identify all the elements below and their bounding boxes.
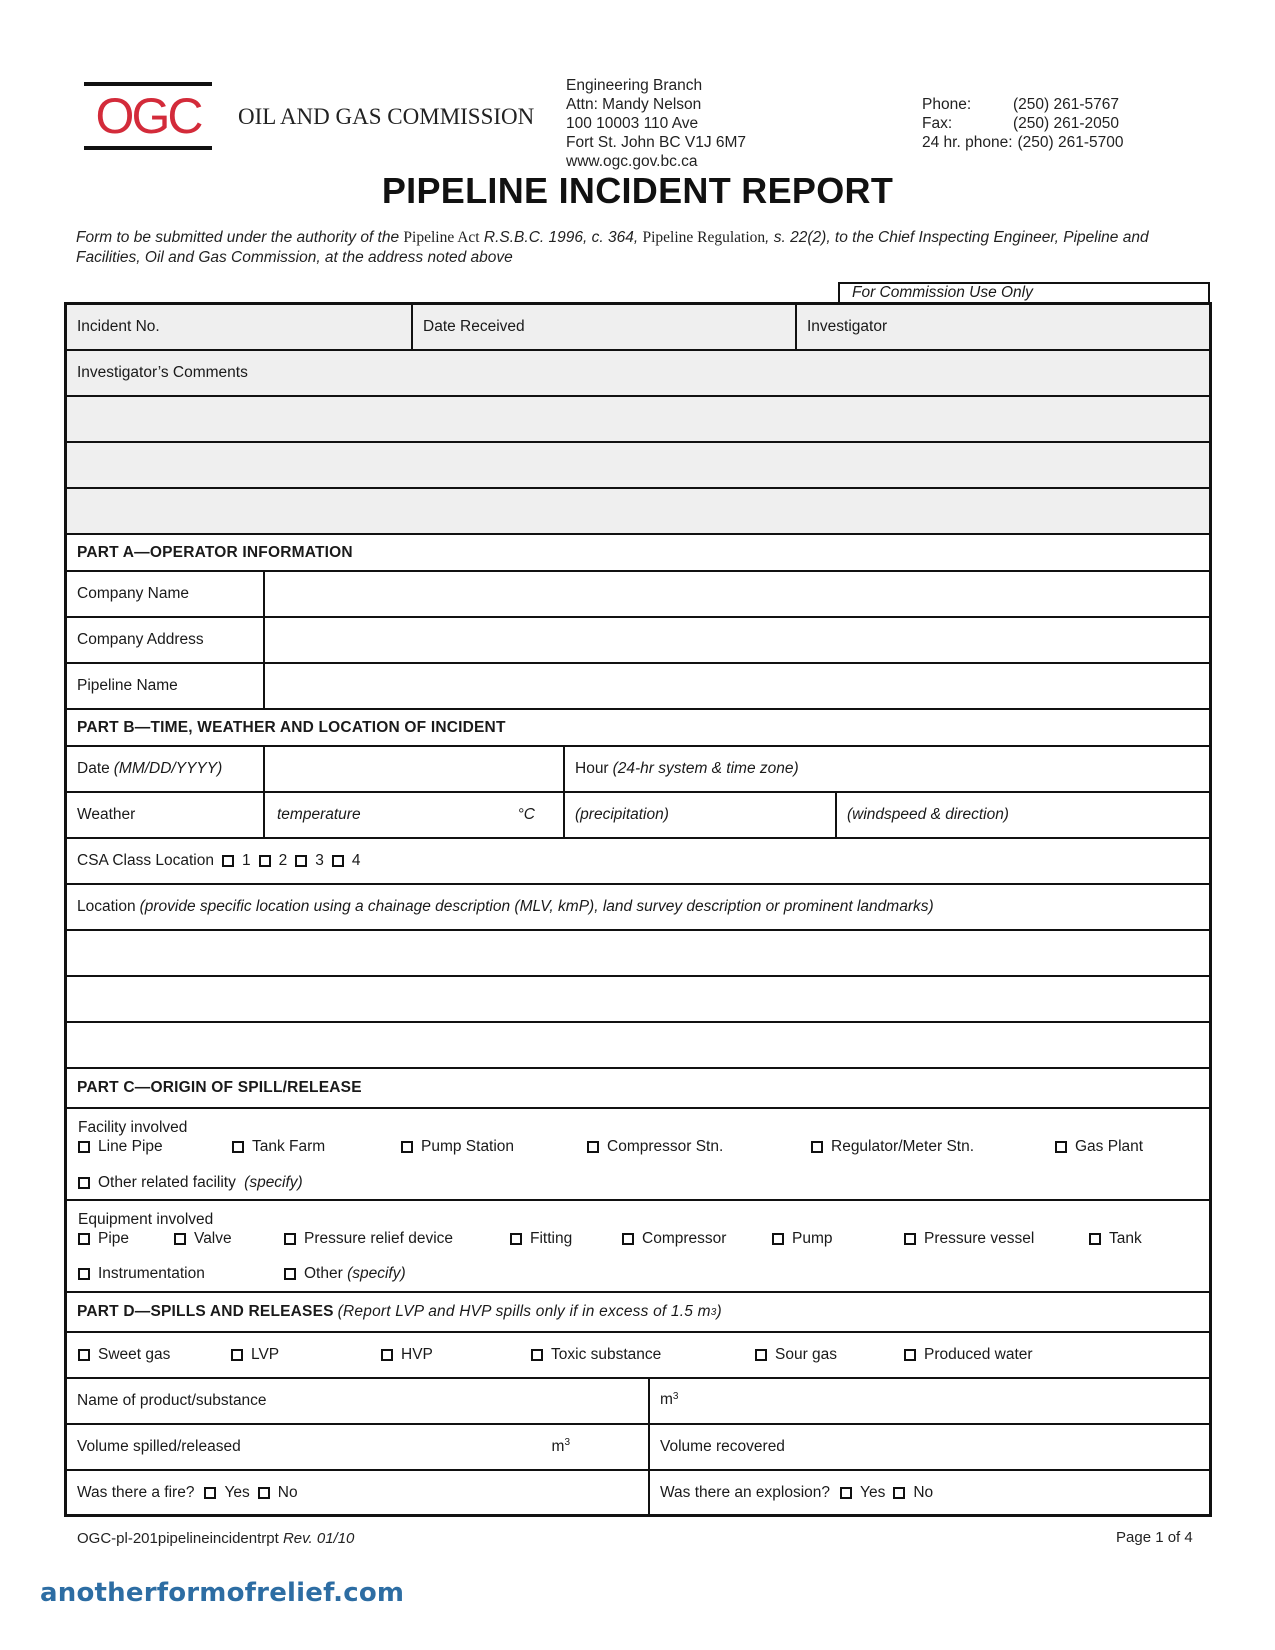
unit <box>552 1437 570 1456</box>
page-number: Page 1 of 4 <box>1116 1529 1193 1546</box>
field-label: Was there an explosion? <box>660 1483 831 1501</box>
facility-option[interactable] <box>232 1138 325 1156</box>
substance-option[interactable] <box>381 1346 433 1364</box>
location-line[interactable] <box>67 977 1209 1023</box>
explosion-cell <box>648 1471 1209 1514</box>
comments-line[interactable] <box>67 397 1209 443</box>
form-rev: Rev. 01/10 <box>282 1530 355 1547</box>
gas-plant-checkbox[interactable] <box>1055 1141 1067 1153</box>
equipment-option[interactable] <box>78 1230 129 1248</box>
field-label: Volume spilled/released <box>77 1438 241 1455</box>
intro-text <box>76 228 1216 268</box>
pressure-vessel-checkbox[interactable] <box>904 1233 916 1245</box>
location-label-row <box>67 885 1209 931</box>
equipment-option[interactable] <box>772 1230 833 1248</box>
facility-option[interactable] <box>1055 1138 1143 1156</box>
field-label: Was there a fire? <box>77 1483 195 1501</box>
pump-station-checkbox[interactable] <box>401 1141 413 1153</box>
temperature-hint: temperature <box>277 806 361 823</box>
address-line: 100 10003 110 Ave <box>566 115 699 132</box>
product-name-input[interactable] <box>67 1379 648 1423</box>
contact-row <box>922 114 1124 133</box>
toxic-substance-checkbox[interactable] <box>531 1349 543 1361</box>
field-label: Company Name <box>77 585 189 602</box>
intro-part: , s. 22(2), to the Chief Inspecting Engineer, Pipeline and Facilities, Oil and Gas Commission, at the address noted above <box>76 229 1149 266</box>
wind-input[interactable] <box>835 793 1209 837</box>
celsius-unit: °C <box>517 806 535 823</box>
location-label-cell <box>67 885 1209 929</box>
field-label: CSA Class Location <box>77 852 214 869</box>
explosion-no-checkbox[interactable] <box>893 1487 905 1499</box>
company-address-input[interactable] <box>263 618 1209 662</box>
incident-form <box>64 302 1212 1517</box>
option-label: LVP <box>251 1346 280 1363</box>
date-format: (MM/DD/YYYY) <box>113 760 223 777</box>
pipeline-name-row <box>67 664 1209 710</box>
lvp-checkbox[interactable] <box>231 1349 243 1361</box>
ogc-logo <box>84 82 212 150</box>
watermark: anotherformofrelief.com <box>40 1578 405 1608</box>
specify-hint: (specify) <box>244 1174 303 1191</box>
field-label: Volume recovered <box>660 1438 785 1455</box>
equipment-option[interactable] <box>174 1230 232 1248</box>
company-name-input[interactable] <box>263 572 1209 616</box>
option-label: Pump Station <box>421 1138 515 1155</box>
equipment-option[interactable] <box>1089 1230 1142 1248</box>
comments-label-row <box>67 351 1209 397</box>
fire-yes-checkbox[interactable] <box>204 1487 216 1499</box>
option-label: No <box>277 1483 298 1501</box>
pipe-checkbox[interactable] <box>78 1233 90 1245</box>
compressor-stn-checkbox[interactable] <box>587 1141 599 1153</box>
intro-regulation: Pipeline Regulation <box>642 229 766 246</box>
substance-options <box>67 1333 1209 1377</box>
option-label: Compressor <box>642 1230 727 1247</box>
contact-label: Fax: <box>922 115 953 132</box>
option-label: HVP <box>401 1346 433 1363</box>
option-label: Compressor Stn. <box>607 1138 724 1155</box>
option-label: Sweet gas <box>98 1346 171 1363</box>
section-title-text: PART D—SPILLS AND RELEASES <box>77 1303 334 1320</box>
part-b-header <box>67 710 1209 747</box>
field-label: Location <box>77 898 136 915</box>
tank-farm-checkbox[interactable] <box>232 1141 244 1153</box>
pressure-relief-checkbox[interactable] <box>284 1233 296 1245</box>
fire-no-checkbox[interactable] <box>258 1487 270 1499</box>
date-label <box>67 747 263 791</box>
incident-no-field[interactable] <box>67 305 411 349</box>
option-label: Line Pipe <box>98 1138 163 1155</box>
facility-option[interactable] <box>811 1138 974 1156</box>
company-address-row <box>67 618 1209 664</box>
field-label: Hour <box>575 760 609 777</box>
option-label: Sour gas <box>775 1346 838 1363</box>
section-title: PART B—TIME, WEATHER AND LOCATION OF INCIDENT <box>77 718 506 736</box>
sweet-gas-checkbox[interactable] <box>78 1349 90 1361</box>
unit-sup: 3 <box>564 1437 570 1449</box>
option-label: Pump <box>792 1230 833 1247</box>
section-title: PART A—OPERATOR INFORMATION <box>77 543 353 561</box>
valve-checkbox[interactable] <box>174 1233 186 1245</box>
sour-gas-checkbox[interactable] <box>755 1349 767 1361</box>
product-volume-input[interactable] <box>648 1379 1209 1423</box>
date-hour-row <box>67 747 1209 793</box>
equipment-options <box>67 1201 1209 1291</box>
facility-option[interactable] <box>587 1138 723 1156</box>
volume-spilled-input[interactable] <box>67 1425 648 1469</box>
csa-class-1-checkbox[interactable] <box>222 855 234 867</box>
section-note-sup: 3 <box>710 1306 717 1318</box>
field-label: Date <box>77 760 110 777</box>
option-label: No <box>913 1483 934 1501</box>
explosion-yes-checkbox[interactable] <box>840 1487 852 1499</box>
logo-top-bar <box>84 82 212 86</box>
contact-value: (250) 261-2050 <box>1013 115 1119 132</box>
company-name-row <box>67 572 1209 618</box>
hour-format: (24-hr system & time zone) <box>612 760 799 777</box>
location-line[interactable] <box>67 1023 1209 1069</box>
equipment-option[interactable] <box>284 1265 406 1283</box>
contact-row <box>922 133 1124 152</box>
form-id-text: OGC-pl-201pipelineincidentrpt <box>77 1530 283 1547</box>
field-label: Pipeline Name <box>77 677 178 694</box>
line-pipe-checkbox[interactable] <box>78 1141 90 1153</box>
option-label: Regulator/Meter Stn. <box>831 1138 975 1155</box>
address-line: Engineering Branch <box>566 77 703 94</box>
equipment-option[interactable] <box>904 1230 1034 1248</box>
equipment-label: Equipment involved <box>78 1211 214 1228</box>
facility-label: Facility involved <box>78 1119 188 1136</box>
option-label: Other related facility <box>98 1174 241 1191</box>
address-line: Attn: Mandy Nelson <box>566 96 702 113</box>
option-label: Yes <box>224 1483 250 1501</box>
equipment-option[interactable] <box>284 1230 453 1248</box>
option-label: Gas Plant <box>1075 1138 1144 1155</box>
contact-value: (250) 261-5700 <box>1017 134 1124 151</box>
substance-option[interactable] <box>78 1346 170 1364</box>
section-note-end: ) <box>716 1303 722 1320</box>
option-label: Toxic substance <box>551 1346 662 1363</box>
fire-cell <box>67 1471 648 1514</box>
csa-option: 2 <box>278 852 288 869</box>
unit-m: m <box>551 1438 565 1456</box>
part-a-header <box>67 535 1209 572</box>
csa-class-cell <box>67 839 1209 883</box>
equipment-option[interactable] <box>510 1230 572 1248</box>
instrumentation-checkbox[interactable] <box>78 1268 90 1280</box>
org-name: OIL AND GAS COMMISSION <box>238 104 535 129</box>
website-link[interactable]: www.ogc.gov.bc.ca <box>566 153 698 170</box>
option-label: Tank <box>1109 1230 1142 1247</box>
option-label: Produced water <box>924 1346 1033 1363</box>
weather-row <box>67 793 1209 839</box>
address-line: Fort St. John BC V1J 6M7 <box>566 134 747 151</box>
specify-hint: (specify) <box>347 1265 406 1282</box>
intro-part: R.S.B.C. 1996, c. 364, <box>479 229 643 246</box>
csa-option: 3 <box>315 852 324 869</box>
option-label: Yes <box>860 1483 886 1501</box>
wind-hint: (windspeed & direction) <box>847 806 1009 823</box>
option-label: Instrumentation <box>98 1265 205 1282</box>
field-label: Weather <box>77 806 136 823</box>
volume-row <box>67 1425 1209 1471</box>
intro-act: Pipeline Act <box>403 229 480 246</box>
unit-m: m <box>660 1391 673 1408</box>
hour-input[interactable] <box>563 747 1209 791</box>
facility-option[interactable] <box>78 1174 303 1192</box>
substance-option[interactable] <box>755 1346 837 1364</box>
equipment-option[interactable] <box>622 1230 726 1248</box>
option-label: Pressure vessel <box>924 1230 1035 1247</box>
equipment-row <box>67 1201 1209 1293</box>
regulator-meter-stn-checkbox[interactable] <box>811 1141 823 1153</box>
produced-water-checkbox[interactable] <box>904 1349 916 1361</box>
logo-bottom-bar <box>84 146 212 150</box>
part-d-header <box>67 1293 1209 1333</box>
fitting-checkbox[interactable] <box>510 1233 522 1245</box>
address-block <box>566 76 746 171</box>
option-label: Tank Farm <box>252 1138 326 1155</box>
pump-checkbox[interactable] <box>772 1233 784 1245</box>
other-equipment-checkbox[interactable] <box>284 1268 296 1280</box>
tank-checkbox[interactable] <box>1089 1233 1101 1245</box>
csa-class-row <box>67 839 1209 885</box>
precipitation-input[interactable] <box>563 793 835 837</box>
contact-label: 24 hr. phone: <box>922 134 1013 151</box>
fire-explosion-row <box>67 1471 1209 1514</box>
contact-row <box>922 95 1124 114</box>
hvp-checkbox[interactable] <box>381 1349 393 1361</box>
substance-option[interactable] <box>904 1346 1033 1364</box>
logo-text: OGC <box>95 88 201 144</box>
option-label: Other <box>304 1265 348 1282</box>
option-label: Valve <box>194 1230 232 1247</box>
part-c-header <box>67 1069 1209 1109</box>
contact-label: Phone: <box>922 96 972 113</box>
temperature-input[interactable] <box>263 793 563 837</box>
field-label: Investigator <box>807 318 888 335</box>
intro-part: Form to be submitted under the authority of the <box>76 229 404 246</box>
section-title <box>67 1293 1209 1331</box>
section-title: PART C—ORIGIN OF SPILL/RELEASE <box>77 1079 362 1096</box>
option-label: Pressure relief device <box>304 1230 454 1247</box>
substance-row <box>67 1333 1209 1379</box>
product-row <box>67 1379 1209 1425</box>
equipment-option[interactable] <box>78 1265 205 1283</box>
facility-option[interactable] <box>78 1138 163 1156</box>
unit-sup: 3 <box>672 1391 679 1402</box>
field-label: Company Address <box>77 631 204 648</box>
location-line[interactable] <box>67 931 1209 977</box>
facility-option[interactable] <box>401 1138 514 1156</box>
csa-class-2-checkbox[interactable] <box>259 855 271 867</box>
option-label: Fitting <box>530 1230 573 1247</box>
volume-recovered-input[interactable] <box>648 1425 1209 1469</box>
field-label: Investigator’s Comments <box>77 364 248 381</box>
csa-option: 1 <box>242 852 251 869</box>
compressor-checkbox[interactable] <box>622 1233 634 1245</box>
section-note: (Report LVP and HVP spills only if in excess of 1.5 m <box>337 1303 711 1320</box>
field-label: Name of product/substance <box>77 1392 267 1409</box>
field-label: Incident No. <box>77 318 160 335</box>
form-id <box>77 1530 354 1547</box>
facility-options <box>67 1109 1209 1199</box>
contact-block <box>922 95 1124 152</box>
substance-option[interactable] <box>531 1346 661 1364</box>
page-title: PIPELINE INCIDENT REPORT <box>381 170 894 211</box>
location-hint: (provide specific location using a chainage description (MLV, kmP), land survey description or prominent landmarks) <box>139 898 934 915</box>
comments-line[interactable] <box>67 489 1209 535</box>
facility-row <box>67 1109 1209 1201</box>
comments-label-cell <box>67 351 1209 395</box>
commission-use-label: For Commission Use Only <box>838 282 1210 302</box>
csa-option: 4 <box>351 852 361 869</box>
investigator-field[interactable] <box>795 305 1209 349</box>
field-label: Date Received <box>423 318 525 335</box>
other-facility-checkbox[interactable] <box>78 1177 90 1189</box>
csa-class-3-checkbox[interactable] <box>295 855 307 867</box>
csa-class-4-checkbox[interactable] <box>332 855 344 867</box>
contact-value: (250) 261-5767 <box>1013 96 1119 113</box>
pipeline-name-input[interactable] <box>263 664 1209 708</box>
precipitation-hint: (precipitation) <box>575 806 669 823</box>
commission-row <box>67 305 1209 351</box>
option-label: Pipe <box>98 1230 130 1247</box>
date-received-field[interactable] <box>411 305 795 349</box>
comments-line[interactable] <box>67 443 1209 489</box>
date-input[interactable] <box>263 747 563 791</box>
substance-option[interactable] <box>231 1346 279 1364</box>
